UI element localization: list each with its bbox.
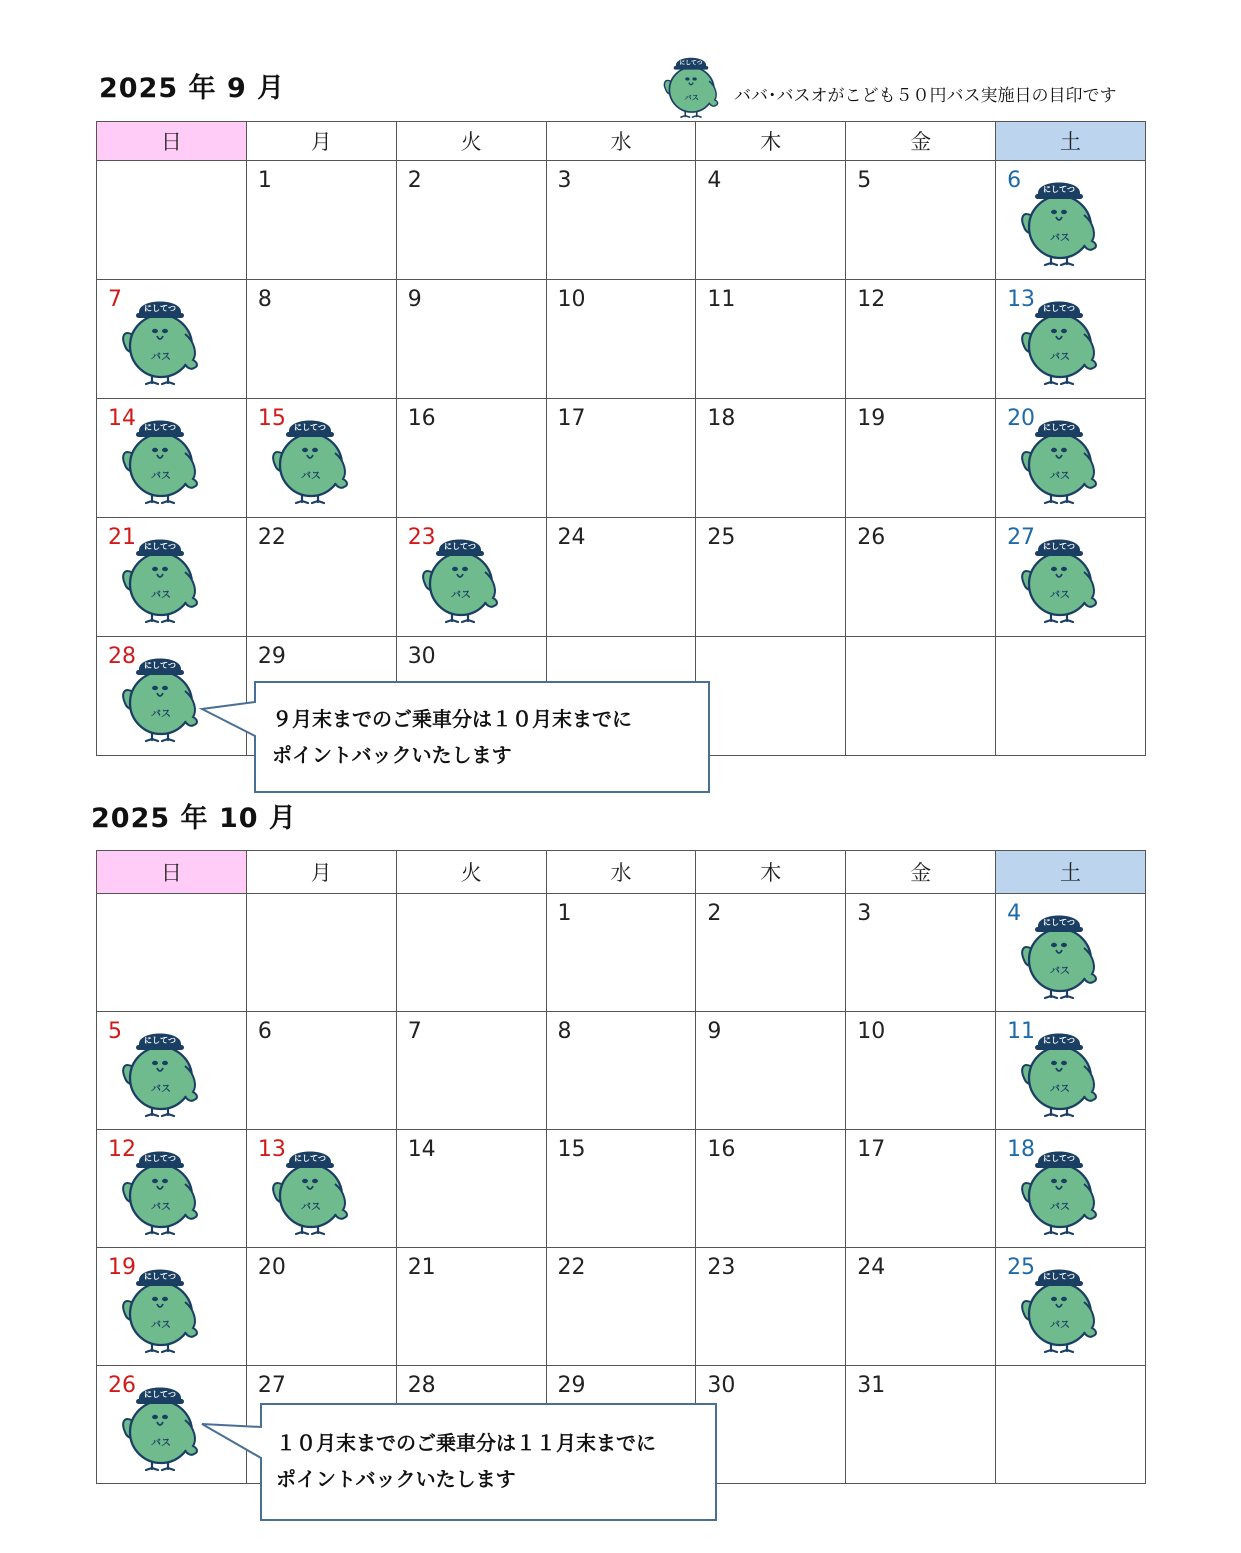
baba-basuo-bird-icon: [1018, 902, 1100, 1002]
day-number: 5: [108, 1019, 122, 1044]
day-number: 4: [1007, 901, 1022, 926]
day-cell: [846, 1130, 996, 1248]
day-number: 19: [108, 1255, 136, 1280]
day-number: 28: [108, 644, 136, 669]
day-number: 15: [557, 1137, 586, 1162]
callout-line-1: １０月末までのご乗車分は１１月末までに: [276, 1431, 656, 1455]
day-number: 14: [407, 1137, 436, 1162]
svg-text:バス: バス: [151, 1438, 171, 1449]
day-number: 3: [857, 901, 872, 926]
svg-text:にしてつ: にしてつ: [144, 542, 176, 551]
baba-basuo-bird-icon: [660, 48, 722, 120]
day-cell: [546, 894, 696, 1012]
day-number: 2: [707, 901, 722, 926]
day-cell: [97, 1130, 247, 1248]
day-cell: [546, 399, 696, 518]
day-number: 11: [1007, 1019, 1036, 1044]
day-number: 9: [707, 1019, 722, 1044]
svg-text:バス: バス: [151, 1320, 171, 1331]
mascot-marker: [1018, 169, 1100, 269]
day-number: 25: [707, 525, 736, 550]
svg-text:にしてつ: にしてつ: [1043, 185, 1076, 194]
svg-text:バス: バス: [1050, 1084, 1071, 1095]
day-number: 3: [557, 168, 572, 193]
svg-text:バス: バス: [151, 1202, 171, 1213]
day-number: 25: [1007, 1255, 1036, 1280]
weekday-header-sat: 土: [996, 122, 1146, 161]
callout-line-2: ポイントバックいたします: [272, 743, 512, 767]
day-cell: [696, 161, 846, 280]
week-row: [97, 1248, 1146, 1366]
september-point-back-callout: [196, 680, 716, 796]
baba-basuo-bird-icon: [660, 48, 722, 120]
day-number: 10: [557, 287, 586, 312]
svg-text:にしてつ: にしてつ: [443, 542, 476, 551]
day-number: 30: [407, 644, 436, 669]
day-number: 22: [257, 525, 286, 550]
mascot-marker: [1018, 902, 1100, 1002]
day-number: 30: [707, 1373, 736, 1398]
day-number: 12: [108, 1137, 136, 1162]
day-cell: [846, 894, 996, 1012]
day-number: 10: [857, 1019, 886, 1044]
svg-text:バス: バス: [450, 590, 471, 601]
day-cell: [846, 1248, 996, 1366]
day-number: 12: [857, 287, 886, 312]
day-cell: [396, 1012, 546, 1130]
day-cell: [846, 518, 996, 637]
day-cell: [846, 399, 996, 518]
svg-text:バス: バス: [1050, 966, 1071, 977]
svg-text:バス: バス: [151, 590, 171, 601]
callout-line-2: ポイントバックいたします: [276, 1467, 516, 1491]
month-title-september: 2025 年 9 月: [99, 73, 286, 104]
day-cell: [246, 280, 396, 399]
day-cell: [696, 518, 846, 637]
weekday-header-tue: 火: [396, 851, 546, 894]
day-number: 7: [407, 1019, 422, 1044]
day-number: 14: [108, 406, 136, 431]
day-cell: [97, 1248, 247, 1366]
day-number: 27: [257, 1373, 286, 1398]
day-cell: [846, 161, 996, 280]
svg-text:にしてつ: にしてつ: [293, 423, 326, 432]
empty-day-cell: [97, 161, 247, 280]
day-cell: [246, 1248, 396, 1366]
day-cell: [546, 1130, 696, 1248]
day-cell: [546, 1012, 696, 1130]
weekday-header-mon: 月: [246, 851, 396, 894]
day-cell: [846, 1366, 996, 1484]
day-cell: [996, 1248, 1146, 1366]
day-number: 16: [407, 406, 436, 431]
day-cell: [546, 518, 696, 637]
day-number: 21: [407, 1255, 436, 1280]
svg-text:バス: バス: [151, 1084, 171, 1095]
weekday-header-sat: 土: [996, 851, 1146, 894]
day-cell: [97, 1012, 247, 1130]
svg-text:バス: バス: [151, 471, 171, 482]
empty-day-cell: [97, 894, 247, 1012]
weekday-header-fri: 金: [846, 122, 996, 161]
day-cell: [246, 399, 396, 518]
weekday-header-sun: 日: [97, 122, 247, 161]
day-cell: [696, 399, 846, 518]
day-number: 19: [857, 406, 886, 431]
month-title-october: 2025 年 10 月: [91, 803, 297, 834]
day-number: 7: [108, 287, 122, 312]
svg-text:バス: バス: [300, 471, 321, 482]
callout-line-1: ９月末までのご乗車分は１０月末までに: [272, 707, 632, 731]
day-cell: [996, 894, 1146, 1012]
svg-text:バス: バス: [1050, 471, 1071, 482]
svg-text:にしてつ: にしてつ: [144, 304, 176, 313]
day-number: 26: [857, 525, 886, 550]
day-number: 6: [257, 1019, 272, 1044]
day-cell: [696, 1130, 846, 1248]
svg-text:にしてつ: にしてつ: [144, 1390, 176, 1399]
week-row: [97, 518, 1146, 637]
day-cell: [696, 1248, 846, 1366]
baba-basuo-bird-icon: [1018, 169, 1100, 269]
weekday-header-tue: 火: [396, 122, 546, 161]
day-cell: [396, 280, 546, 399]
day-number: 2: [407, 168, 422, 193]
svg-text:にしてつ: にしてつ: [1043, 304, 1076, 313]
svg-text:バス: バス: [1050, 1202, 1071, 1213]
baba-basuo-bird-icon: [119, 288, 201, 388]
day-cell: [996, 518, 1146, 637]
day-cell: [97, 518, 247, 637]
day-cell: [396, 161, 546, 280]
svg-text:にしてつ: にしてつ: [679, 60, 703, 67]
svg-text:バス: バス: [1050, 1320, 1071, 1331]
legend-text: ババ･バスオがこども５０円バス実施日の目印です: [734, 85, 1117, 106]
svg-text:にしてつ: にしてつ: [1043, 1154, 1076, 1163]
weekday-header-wed: 水: [546, 122, 696, 161]
day-number: 18: [1007, 1137, 1036, 1162]
day-cell: [846, 1012, 996, 1130]
day-number: 8: [257, 287, 272, 312]
day-cell: [696, 894, 846, 1012]
day-cell: [97, 280, 247, 399]
svg-text:にしてつ: にしてつ: [1043, 1272, 1076, 1281]
day-cell: [996, 1130, 1146, 1248]
day-number: 20: [1007, 406, 1036, 431]
svg-text:にしてつ: にしてつ: [144, 1154, 176, 1163]
day-cell: [396, 1130, 546, 1248]
day-number: 29: [257, 644, 286, 669]
svg-text:にしてつ: にしてつ: [293, 1154, 326, 1163]
october-point-back-callout: [196, 1402, 722, 1524]
svg-text:にしてつ: にしてつ: [1043, 542, 1076, 551]
svg-text:にしてつ: にしてつ: [144, 661, 176, 670]
day-cell: [546, 280, 696, 399]
day-number: 13: [257, 1137, 286, 1162]
svg-text:にしてつ: にしてつ: [144, 1036, 176, 1045]
day-number: 11: [707, 287, 736, 312]
day-number: 20: [257, 1255, 286, 1280]
week-row: [97, 280, 1146, 399]
svg-text:バス: バス: [300, 1202, 321, 1213]
day-cell: [996, 161, 1146, 280]
svg-text:にしてつ: にしてつ: [1043, 1036, 1076, 1045]
day-number: 17: [557, 406, 586, 431]
svg-text:バス: バス: [684, 92, 699, 102]
week-row: [97, 894, 1146, 1012]
day-cell: [246, 518, 396, 637]
day-number: 21: [108, 525, 136, 550]
day-cell: [546, 161, 696, 280]
day-cell: [396, 1248, 546, 1366]
svg-text:バス: バス: [1050, 233, 1071, 244]
day-number: 5: [857, 168, 872, 193]
svg-text:バス: バス: [151, 352, 171, 363]
day-cell: [546, 1248, 696, 1366]
weekday-header-fri: 金: [846, 851, 996, 894]
mascot-marker: [119, 288, 201, 388]
empty-day-cell: [696, 637, 846, 756]
day-number: 17: [857, 1137, 886, 1162]
day-cell: [396, 399, 546, 518]
day-cell: [696, 1012, 846, 1130]
day-number: 24: [557, 525, 586, 550]
day-number: 31: [857, 1373, 886, 1398]
svg-text:にしてつ: にしてつ: [144, 1272, 176, 1281]
empty-day-cell: [996, 1366, 1146, 1484]
day-cell: [97, 399, 247, 518]
baba-basuo-bird-icon: [119, 1020, 201, 1120]
day-cell: [846, 280, 996, 399]
day-number: 18: [707, 406, 736, 431]
day-number: 28: [407, 1373, 436, 1398]
svg-text:バス: バス: [1050, 352, 1071, 363]
day-cell: [696, 280, 846, 399]
day-number: 15: [257, 406, 286, 431]
week-row: [97, 399, 1146, 518]
weekday-header-wed: 水: [546, 851, 696, 894]
day-number: 23: [707, 1255, 736, 1280]
mascot-legend: [660, 48, 1117, 120]
day-cell: [996, 399, 1146, 518]
svg-text:にしてつ: にしてつ: [1043, 423, 1076, 432]
calendar-september: [96, 121, 1146, 756]
day-cell: [396, 518, 546, 637]
day-cell: [996, 1012, 1146, 1130]
day-cell: [246, 1130, 396, 1248]
day-number: 16: [707, 1137, 736, 1162]
calendar-october: [96, 850, 1146, 1484]
day-number: 4: [707, 168, 722, 193]
svg-text:にしてつ: にしてつ: [144, 423, 176, 432]
empty-day-cell: [246, 894, 396, 1012]
svg-text:バス: バス: [151, 709, 171, 720]
day-number: 13: [1007, 287, 1036, 312]
day-number: 8: [557, 1019, 572, 1044]
day-number: 29: [557, 1373, 586, 1398]
empty-day-cell: [396, 894, 546, 1012]
svg-text:バス: バス: [1050, 590, 1071, 601]
weekday-header-thu: 木: [696, 122, 846, 161]
day-number: 1: [257, 168, 272, 193]
empty-day-cell: [846, 637, 996, 756]
mascot-marker: [119, 1020, 201, 1120]
day-number: 1: [557, 901, 572, 926]
day-number: 6: [1007, 168, 1022, 193]
empty-day-cell: [996, 637, 1146, 756]
day-cell: [246, 161, 396, 280]
weekday-header-thu: 木: [696, 851, 846, 894]
day-number: 26: [108, 1373, 136, 1398]
weekday-header-sun: 日: [97, 851, 247, 894]
day-cell: [996, 280, 1146, 399]
weekday-header-mon: 月: [246, 122, 396, 161]
svg-text:にしてつ: にしてつ: [1043, 918, 1076, 927]
week-row: [97, 1012, 1146, 1130]
day-number: 9: [407, 287, 422, 312]
day-number: 22: [557, 1255, 586, 1280]
day-cell: [246, 1012, 396, 1130]
day-number: 23: [407, 525, 436, 550]
day-number: 24: [857, 1255, 886, 1280]
day-number: 27: [1007, 525, 1036, 550]
week-row: [97, 1130, 1146, 1248]
week-row: [97, 161, 1146, 280]
